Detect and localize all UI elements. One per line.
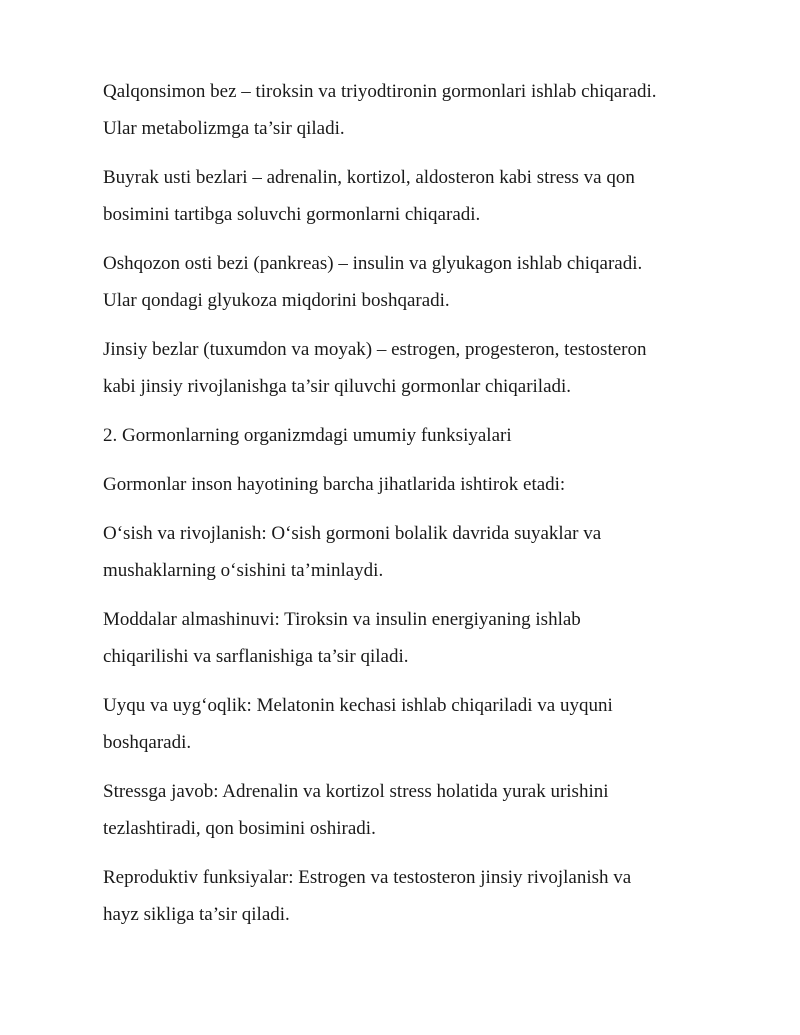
paragraph-line: Moddalar almashinuvi: Tiroksin va insulin energiyaning ishlab [103, 609, 581, 630]
paragraph-reproductive [103, 859, 743, 933]
document-body [103, 73, 743, 945]
paragraph-line: O‘sish va rivojlanish: O‘sish gormoni bolalik davrida suyaklar va [103, 523, 602, 544]
paragraph-line: Jinsiy bezlar (tuxumdon va moyak) – estrogen, progesteron, testosteron [103, 339, 647, 360]
paragraph-line: hayz sikliga ta’sir qiladi. [103, 904, 290, 925]
paragraph-sleep [103, 687, 743, 761]
paragraph-line: mushaklarning o‘sishini ta’minlaydi. [103, 560, 384, 581]
paragraph-line: Reproduktiv funksiyalar: Estrogen va testosteron jinsiy rivojlanish va [103, 867, 632, 888]
section-heading-text: 2. Gormonlarning organizmdagi umumiy funksiyalari [103, 425, 512, 446]
paragraph-adrenal [103, 159, 743, 233]
paragraph-line: tezlashtiradi, qon bosimini oshiradi. [103, 818, 376, 839]
paragraph-thyroid [103, 73, 743, 147]
paragraph-intro [103, 466, 743, 503]
paragraph-line: boshqaradi. [103, 732, 192, 753]
paragraph-metabolism [103, 601, 743, 675]
paragraph-stress [103, 773, 743, 847]
paragraph-line: bosimini tartibga soluvchi gormonlarni chiqaradi. [103, 204, 481, 225]
paragraph-line: Oshqozon osti bezi (pankreas) – insulin va glyukagon ishlab chiqaradi. [103, 253, 643, 274]
section-heading [103, 417, 743, 454]
paragraph-line: Stressga javob: Adrenalin va kortizol stress holatida yurak urishini [103, 781, 609, 802]
paragraph-gonads [103, 331, 743, 405]
paragraph-line: Buyrak usti bezlari – adrenalin, kortizol, aldosteron kabi stress va qon [103, 167, 635, 188]
paragraph-line: Ular metabolizmga ta’sir qiladi. [103, 118, 345, 139]
paragraph-line: Uyqu va uyg‘oqlik: Melatonin kechasi ishlab chiqariladi va uyquni [103, 695, 613, 716]
paragraph-pancreas [103, 245, 743, 319]
paragraph-line: Gormonlar inson hayotining barcha jihatlarida ishtirok etadi: [103, 474, 566, 495]
paragraph-growth [103, 515, 743, 589]
paragraph-line: kabi jinsiy rivojlanishga ta’sir qiluvchi gormonlar chiqariladi. [103, 376, 572, 397]
paragraph-line: Qalqonsimon bez – tiroksin va triyodtironin gormonlari ishlab chiqaradi. [103, 81, 657, 102]
paragraph-line: Ular qondagi glyukoza miqdorini boshqaradi. [103, 290, 450, 311]
paragraph-line: chiqarilishi va sarflanishiga ta’sir qiladi. [103, 646, 409, 667]
